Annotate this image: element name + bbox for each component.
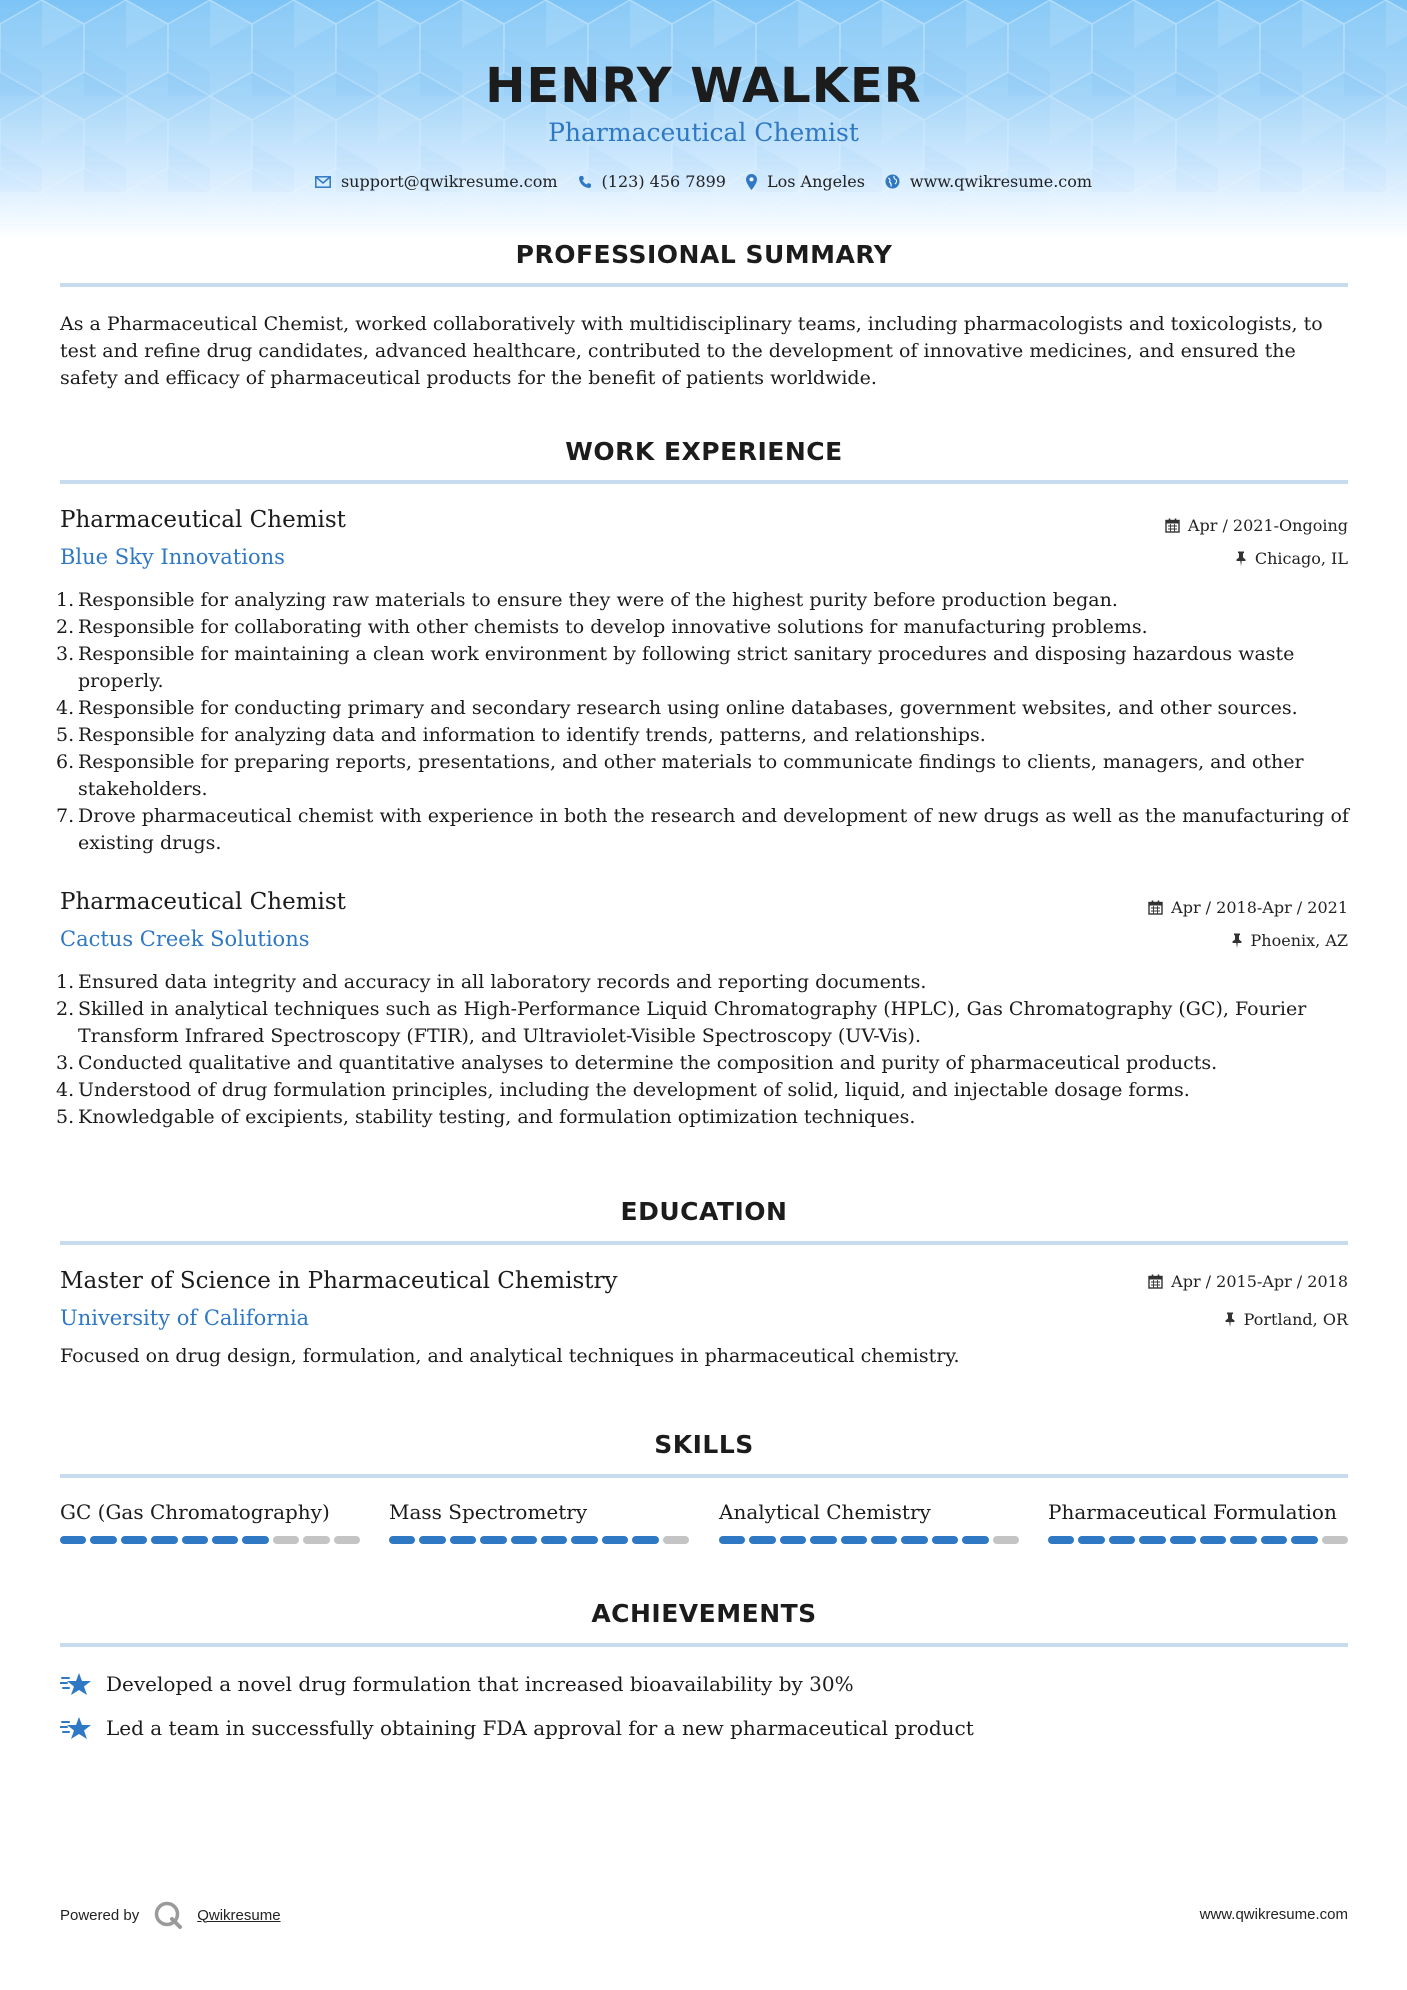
skill-segment-filled [1048,1536,1074,1544]
candidate-role: Pharmaceutical Chemist [548,118,859,147]
list-item: 4. Responsible for conducting primary and secondary research using online databases, government websites, and other sources. [56,697,1298,719]
powered-by-label: Powered by [60,1906,140,1924]
job-1-bullets [56,587,1350,857]
achievements-heading: ACHIEVEMENTS [591,1599,817,1628]
education-heading: EDUCATION [620,1197,788,1226]
skill-mass-spectrometry [389,1500,689,1544]
skill-segment-filled [632,1536,658,1544]
skill-segment-empty [334,1536,360,1544]
skill-segment-filled [841,1536,867,1544]
list-item: 1. Responsible for analyzing raw materials to ensure they were of the highest purity before production began. [56,589,1118,611]
skill-segment-filled [242,1536,268,1544]
skill-level-bar [60,1536,360,1544]
skill-segment-filled [90,1536,116,1544]
education-dates [1148,1272,1348,1291]
skill-segment-filled [749,1536,775,1544]
skill-segment-empty [663,1536,689,1544]
contact-bar [0,172,1407,191]
footer-powered-by [60,1900,281,1930]
skill-segment-filled [780,1536,806,1544]
job-2-bullets [56,969,1350,1131]
skill-segment-filled [810,1536,836,1544]
job-1-location [1235,549,1348,568]
calendar-icon [1148,1274,1163,1289]
list-item: 6. Responsible for preparing reports, presentations, and other materials to communicate findings to clients, managers, and other stakeholders. [56,751,1304,800]
footer-website[interactable]: www.qwikresume.com [1199,1906,1348,1923]
skill-segment-filled [901,1536,927,1544]
star-icon [60,1671,92,1697]
skill-segment-filled [419,1536,445,1544]
job-2-dates-text: Apr / 2018-Apr / 2021 [1171,898,1348,917]
skill-segment-empty [993,1536,1019,1544]
skill-segment-filled [212,1536,238,1544]
skill-segment-filled [389,1536,415,1544]
list-item: 1. Ensured data integrity and accuracy in all laboratory records and reporting documents. [56,971,927,993]
skill-segment-filled [1261,1536,1287,1544]
list-item: 2. Responsible for collaborating with other chemists to develop innovative solutions for manufacturing problems. [56,616,1148,638]
skill-segment-empty [1322,1536,1348,1544]
pushpin-icon [1224,1312,1236,1327]
achievement-item [60,1715,974,1741]
contact-website[interactable] [885,172,1092,191]
job-2-location-text: Phoenix, AZ [1250,931,1348,950]
achievement-text: Led a team in successfully obtaining FDA approval for a new pharmaceutical product [106,1716,974,1740]
summary-heading: PROFESSIONAL SUMMARY [515,240,893,269]
email-text: support@qwikresume.com [340,172,558,191]
job-1-dates-text: Apr / 2021-Ongoing [1187,516,1348,535]
job-1-title: Pharmaceutical Chemist [60,507,346,533]
job-1-dates [1165,516,1348,535]
skill-segment-filled [121,1536,147,1544]
achievement-text: Developed a novel drug formulation that increased bioavailability by 30% [106,1672,854,1696]
education-location-text: Portland, OR [1243,1310,1348,1329]
phone-text: (123) 456 7899 [601,172,726,191]
skill-segment-filled [1078,1536,1104,1544]
skill-segment-filled [1230,1536,1256,1544]
star-icon [60,1715,92,1741]
experience-heading: WORK EXPERIENCE [565,437,843,466]
skill-segment-filled [1200,1536,1226,1544]
education-degree: Master of Science in Pharmaceutical Chemistry [60,1268,618,1294]
skill-segment-filled [60,1536,86,1544]
skill-analytical-chemistry [719,1500,1019,1544]
education-school: University of California [60,1306,310,1330]
skill-segment-filled [719,1536,745,1544]
job-2-company: Cactus Creek Solutions [60,927,310,951]
skill-segment-filled [151,1536,177,1544]
skill-segment-filled [511,1536,537,1544]
skills-divider [60,1474,1348,1478]
skill-segment-filled [571,1536,597,1544]
education-description: Focused on drug design, formulation, and analytical techniques in pharmaceutical chemistry. [60,1345,960,1367]
website-text: www.qwikresume.com [909,172,1093,191]
skill-level-bar [389,1536,689,1544]
skill-segment-filled [1139,1536,1165,1544]
list-item: 5. Knowledgable of excipients, stability testing, and formulation optimization techniques. [56,1106,916,1128]
job-1-location-text: Chicago, IL [1254,549,1348,568]
calendar-icon [1148,900,1163,915]
contact-email[interactable] [315,172,558,191]
pushpin-icon [1235,551,1247,566]
summary-text: As a Pharmaceutical Chemist, worked collaboratively with multidisciplinary teams, including pharmacologists and toxicologists, to test and refine drug candidates, advanced healthcare, contributed to the development of innovative medicines, and ensured the safety and efficacy of pharmaceutical products for the benefit of patients worldwide. [60,313,1323,389]
list-item: 4. Understood of drug formulation principles, including the development of solid, liquid, and injectable dosage forms. [56,1079,1190,1101]
list-item: 3. Responsible for maintaining a clean work environment by following strict sanitary procedures and disposing hazardous waste properly. [56,643,1295,692]
skill-segment-filled [962,1536,988,1544]
education-location [1224,1310,1348,1329]
achievement-item [60,1671,854,1697]
globe-icon [885,174,900,189]
list-item: 7. Drove pharmaceutical chemist with experience in both the research and development of new drugs as well as the manufacturing of existing drugs. [56,805,1349,854]
skill-segment-filled [932,1536,958,1544]
contact-phone[interactable] [578,172,726,191]
experience-divider [60,480,1348,484]
phone-icon [578,175,592,189]
skill-gc [60,1500,360,1544]
location-text: Los Angeles [766,172,865,191]
contact-location [746,172,865,191]
skill-label: GC (Gas Chromatography) [60,1500,330,1524]
job-2-dates [1148,898,1348,917]
envelope-icon [315,176,331,188]
education-dates-text: Apr / 2015-Apr / 2018 [1171,1272,1348,1291]
candidate-name: HENRY WALKER [485,58,922,114]
calendar-icon [1165,518,1180,533]
skill-segment-filled [450,1536,476,1544]
list-item: 2. Skilled in analytical techniques such as High-Performance Liquid Chromatography (HPLC), Gas Chromatography (GC), Fourier Transform Infrared Spectroscopy (FTIR), and Ultraviolet-Visible Spectroscopy (UV-Vis). [56,998,1307,1047]
skill-segment-filled [182,1536,208,1544]
qwikresume-logo-icon [153,1900,183,1930]
skill-segment-filled [871,1536,897,1544]
skill-segment-filled [1170,1536,1196,1544]
summary-divider [60,283,1348,287]
skill-level-bar [719,1536,1019,1544]
job-2-title: Pharmaceutical Chemist [60,889,346,915]
skill-pharmaceutical-formulation [1048,1500,1348,1544]
skill-level-bar [1048,1536,1348,1544]
job-2-location [1231,931,1348,950]
list-item: 3. Conducted qualitative and quantitative analyses to determine the composition and purity of pharmaceutical products. [56,1052,1218,1074]
map-marker-icon [746,174,757,190]
skill-label: Mass Spectrometry [389,1500,588,1524]
skill-segment-filled [541,1536,567,1544]
achievements-divider [60,1643,1348,1647]
skill-segment-empty [273,1536,299,1544]
list-item: 5. Responsible for analyzing data and information to identify trends, patterns, and relationships. [56,724,986,746]
skill-segment-filled [602,1536,628,1544]
skills-heading: SKILLS [654,1430,754,1459]
skill-segment-empty [303,1536,329,1544]
education-divider [60,1241,1348,1245]
skill-label: Analytical Chemistry [719,1500,931,1524]
pushpin-icon [1231,933,1243,948]
skill-segment-filled [1109,1536,1135,1544]
skill-label: Pharmaceutical Formulation [1048,1500,1337,1524]
skill-segment-filled [1291,1536,1317,1544]
job-1-company: Blue Sky Innovations [60,545,285,569]
skill-segment-filled [480,1536,506,1544]
brand-link[interactable]: Qwikresume [197,1906,281,1924]
